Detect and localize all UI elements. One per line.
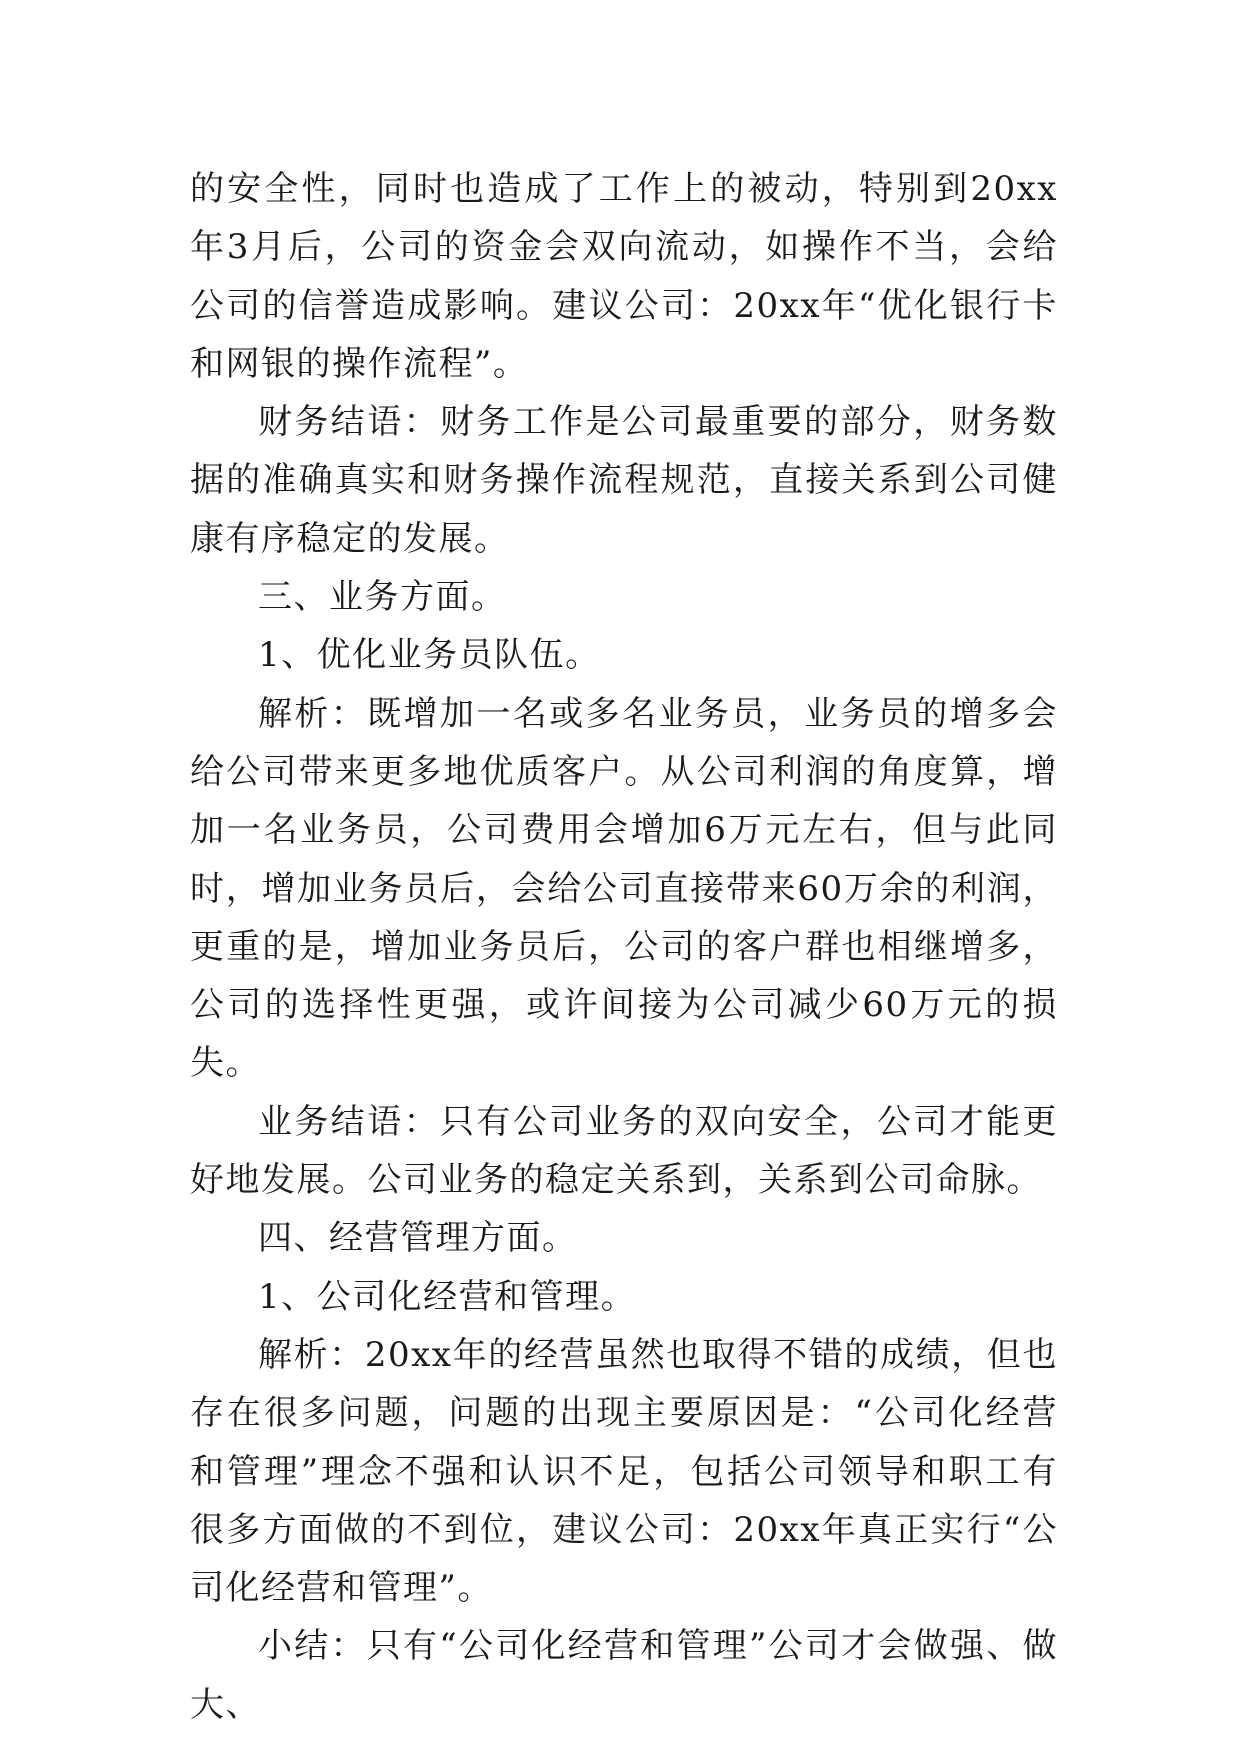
section-heading-management: 四、经营管理方面。 xyxy=(258,1218,578,1259)
paragraph-analysis-management: 解析：20xx年的经营虽然也取得不错的成绩，但也存在很多问题，问题的出现主要原因是：“公司化经营和管理”理念不强和认识不足，包括公司领导和职工有很多方面做的不到位，建议公司：20xx年真正实行“公司化经营和管理”。 xyxy=(190,1334,1058,1609)
paragraph-summary: 小结：只有“公司化经营和管理”公司才会做强、做大、 xyxy=(190,1626,1058,1725)
subheading-optimize-sales-team: 1、优化业务员队伍。 xyxy=(258,635,601,676)
document-body xyxy=(190,160,1058,1734)
paragraph-2: 财务结语：财务工作是公司最重要的部分，财务数据的准确真实和财务操作流程规范，直接关系到公司健康有序稳定的发展。 xyxy=(190,402,1058,559)
paragraph-1: 的安全性，同时也造成了工作上的被动，特别到20xx年3月后，公司的资金会双向流动，如操作不当，会给公司的信誉造成影响。建议公司：20xx年“优化银行卡和网银的操作流程”。 xyxy=(190,169,1058,384)
section-heading-business: 三、业务方面。 xyxy=(258,577,507,618)
subheading-corporate-management: 1、公司化经营和管理。 xyxy=(258,1276,637,1317)
paragraph-analysis-sales: 解析：既增加一名或多名业务员，业务员的增多会给公司带来更多地优质客户。从公司利润的角度算，增加一名业务员，公司费用会增加6万元左右，但与此同时，增加业务员后，会给公司直接带来60万余的利润，更重的是，增加业务员后，公司的客户群也相继增多，公司的选择性更强，或许间接为公司减少60万元的损失。 xyxy=(190,693,1058,1084)
paragraph-business-conclusion: 业务结语：只有公司业务的双向安全，公司才能更好地发展。公司业务的稳定关系到，关系到公司命脉。 xyxy=(190,1101,1058,1201)
